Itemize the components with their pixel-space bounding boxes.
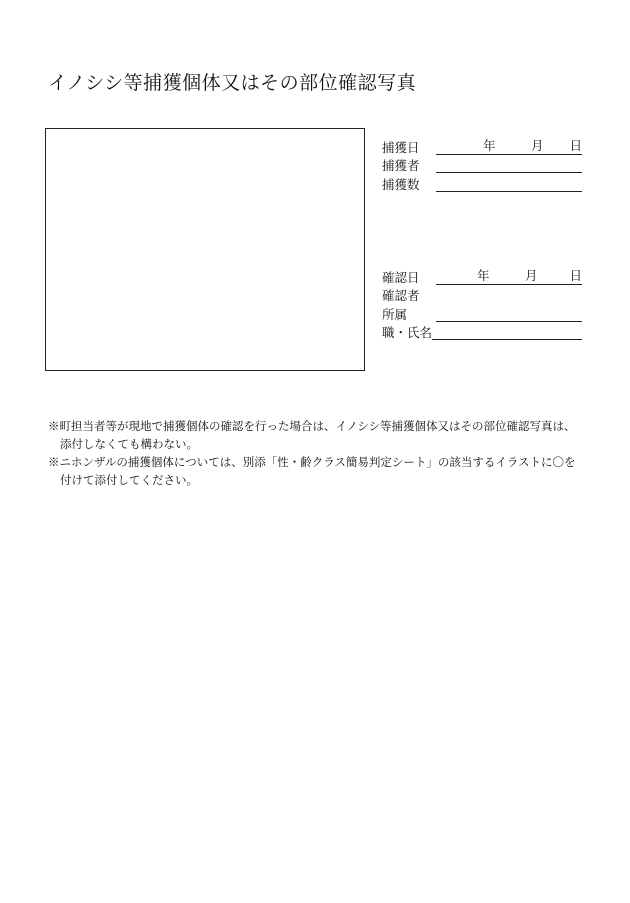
affiliation-field[interactable] [436,307,582,322]
confirmer-row [382,285,582,304]
capture-count-label: 捕獲数 [382,176,420,192]
position-name-row [382,322,582,341]
confirm-date-label: 確認日 [382,269,420,285]
note-1-line-2: 添付しなくても構わない。 [60,437,198,451]
capturer-row [382,155,582,174]
confirm-year-label: 年 [477,267,490,283]
photo-frame [45,128,365,371]
capture-date-row [382,136,582,155]
affiliation-label: 所属 [382,306,408,322]
position-name-label: 職・氏名 [382,325,433,340]
capturer-label: 捕獲者 [382,158,420,173]
capture-date-field[interactable] [436,139,582,155]
affiliation-row [382,303,582,322]
capture-fields [382,136,582,192]
capture-count-field[interactable] [436,177,582,192]
note-2-line-2: 付けて添付してください。 [60,473,198,487]
position-name-field[interactable] [432,325,582,340]
note-1-line-1: ※町担当者等が現地で捕獲個体の確認を行った場合は、イノシシ等捕獲個体又はその部位確認写真は、 [48,419,576,433]
capturer-field[interactable] [436,158,582,173]
confirmer-label: 確認者 [382,288,420,303]
confirm-month-label: 月 [525,267,538,283]
page-title: イノシシ等捕獲個体又はその部位確認写真 [48,72,417,94]
confirm-day-label: 日 [569,267,582,283]
notes [48,417,588,489]
confirm-date-row [382,266,582,285]
capture-count-row [382,173,582,192]
capture-day-label: 日 [569,137,582,153]
capture-month-label: 月 [531,137,544,153]
capture-year-label: 年 [483,137,496,153]
capture-date-label: 捕獲日 [382,139,420,155]
note-2-line-1: ※ニホンザルの捕獲個体については、別添「性・齢クラス簡易判定シート」の該当するイラストに〇を [48,455,576,469]
confirm-fields [382,266,582,340]
confirm-date-field[interactable] [436,269,582,285]
